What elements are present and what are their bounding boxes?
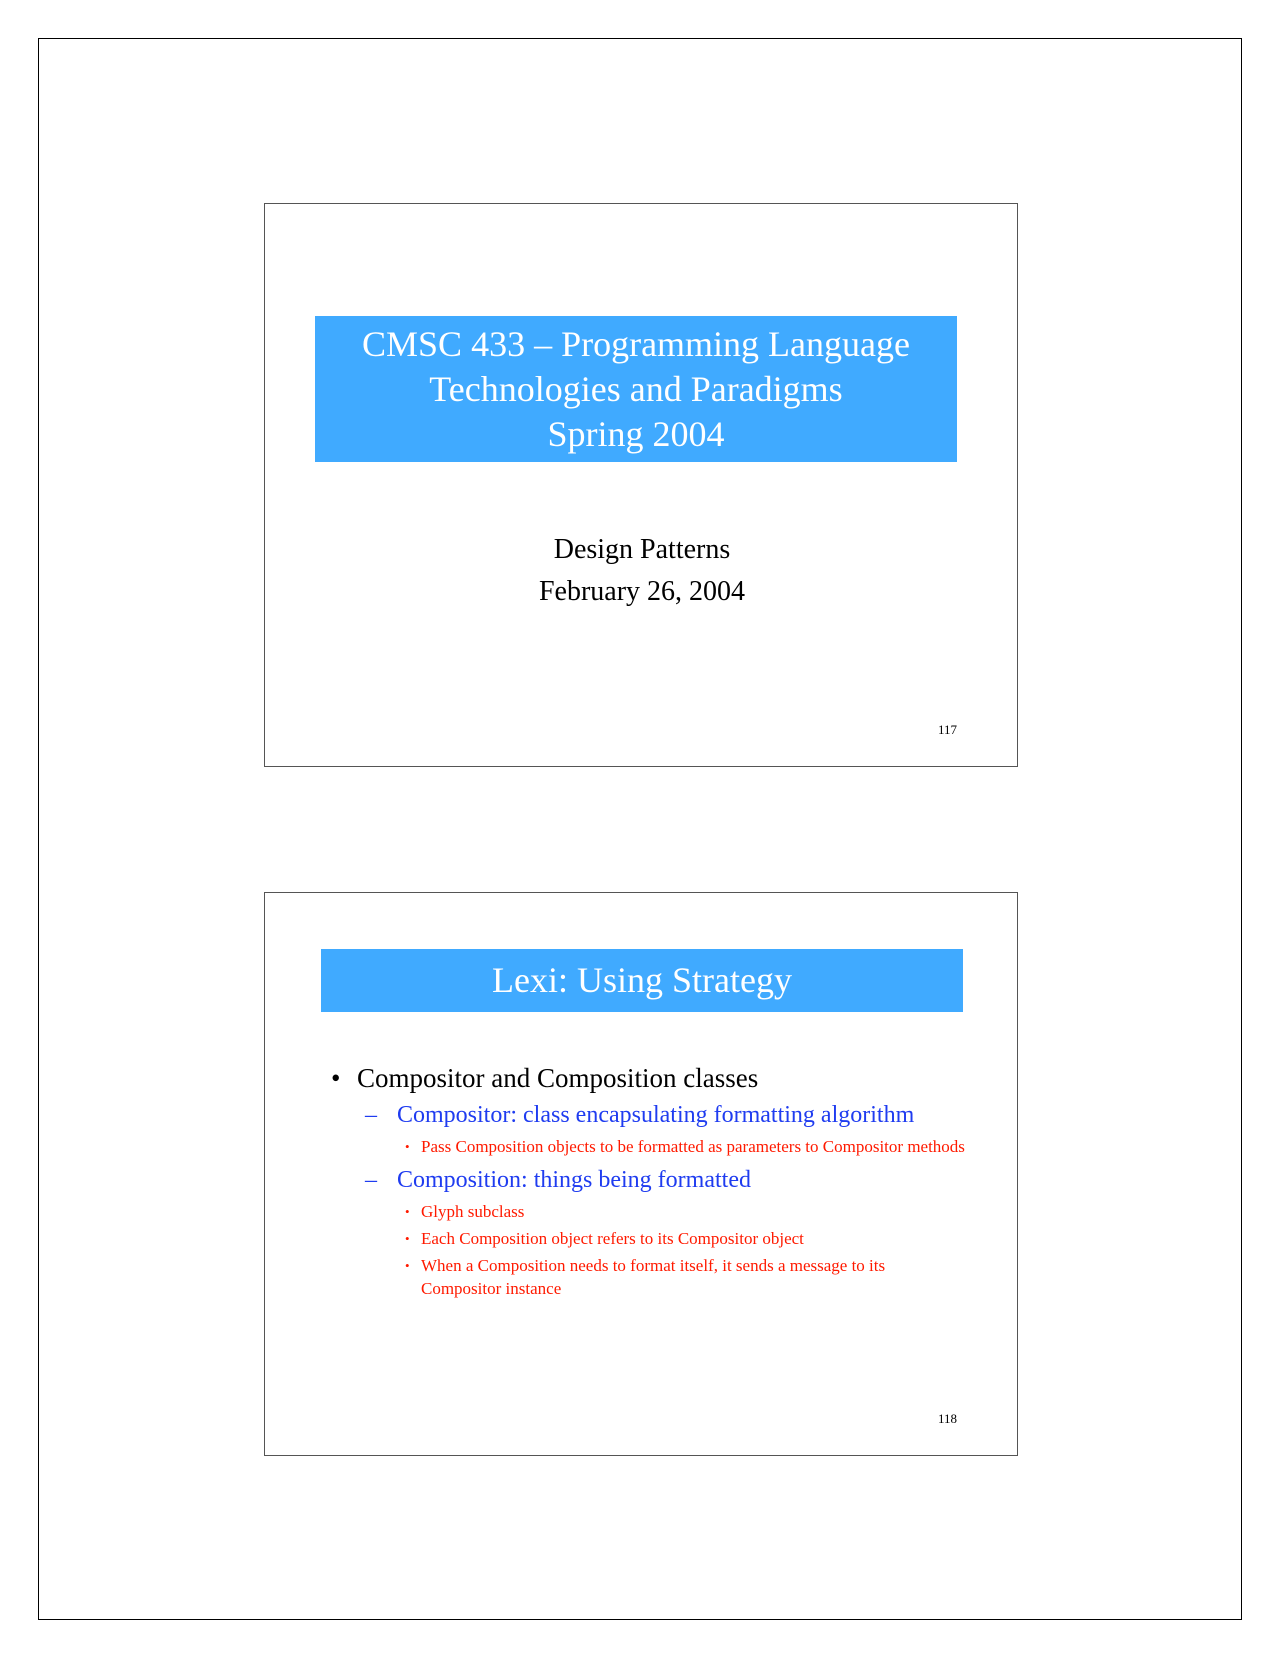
slide-title-box (315, 316, 957, 462)
slide-subtitle (265, 529, 1019, 613)
bullet-level2 (325, 1099, 965, 1131)
bullet-level3 (325, 1254, 965, 1300)
slide-number: 117 (937, 722, 957, 737)
bullet-dot-icon: • (405, 1139, 410, 1154)
bullet-level3 (325, 1200, 965, 1223)
subtitle-date: February 26, 2004 (538, 576, 746, 607)
slide-title-line: CMSC 433 – Programming Language (362, 324, 910, 364)
bullet-level2 (325, 1164, 965, 1196)
bullet-dot-icon: • (405, 1258, 410, 1273)
bullet-level3 (325, 1135, 965, 1158)
bullet-text: Glyph subclass (421, 1202, 525, 1221)
subtitle-topic: Design Patterns (553, 534, 731, 565)
bullet-dot-icon: • (405, 1231, 410, 1246)
bullet-text: Composition: things being formatted (397, 1167, 751, 1193)
bullet-text: Compositor and Composition classes (357, 1063, 759, 1093)
bullet-level3-group (325, 1135, 965, 1158)
bullet-text: Each Composition object refers to its Compositor object (421, 1229, 804, 1248)
slide-number: 118 (937, 1411, 957, 1426)
bullet-dot-icon: • (331, 1063, 341, 1093)
slide-118 (264, 892, 1018, 1456)
bullet-level1 (325, 1061, 965, 1095)
bullet-text: Pass Composition objects to be formatted as parameters to Compositor methods (421, 1137, 965, 1156)
bullet-level3 (325, 1227, 965, 1250)
bullet-text: Compositor: class encapsulating formatting algorithm (397, 1102, 915, 1128)
dash-icon: – (365, 1102, 377, 1128)
bullet-list (325, 1061, 965, 1306)
slide-117 (264, 203, 1018, 767)
bullet-level3-group (325, 1200, 965, 1300)
slide-title-box (321, 949, 963, 1012)
dash-icon: – (365, 1167, 377, 1193)
bullet-dot-icon: • (405, 1204, 410, 1219)
bullet-text: When a Composition needs to format itself, it sends a message to its Compositor instance (421, 1256, 886, 1298)
slide-title-line: Spring 2004 (547, 414, 725, 454)
slide-title-line: Technologies and Paradigms (429, 369, 843, 409)
slide-title: Lexi: Using Strategy (492, 960, 792, 1000)
